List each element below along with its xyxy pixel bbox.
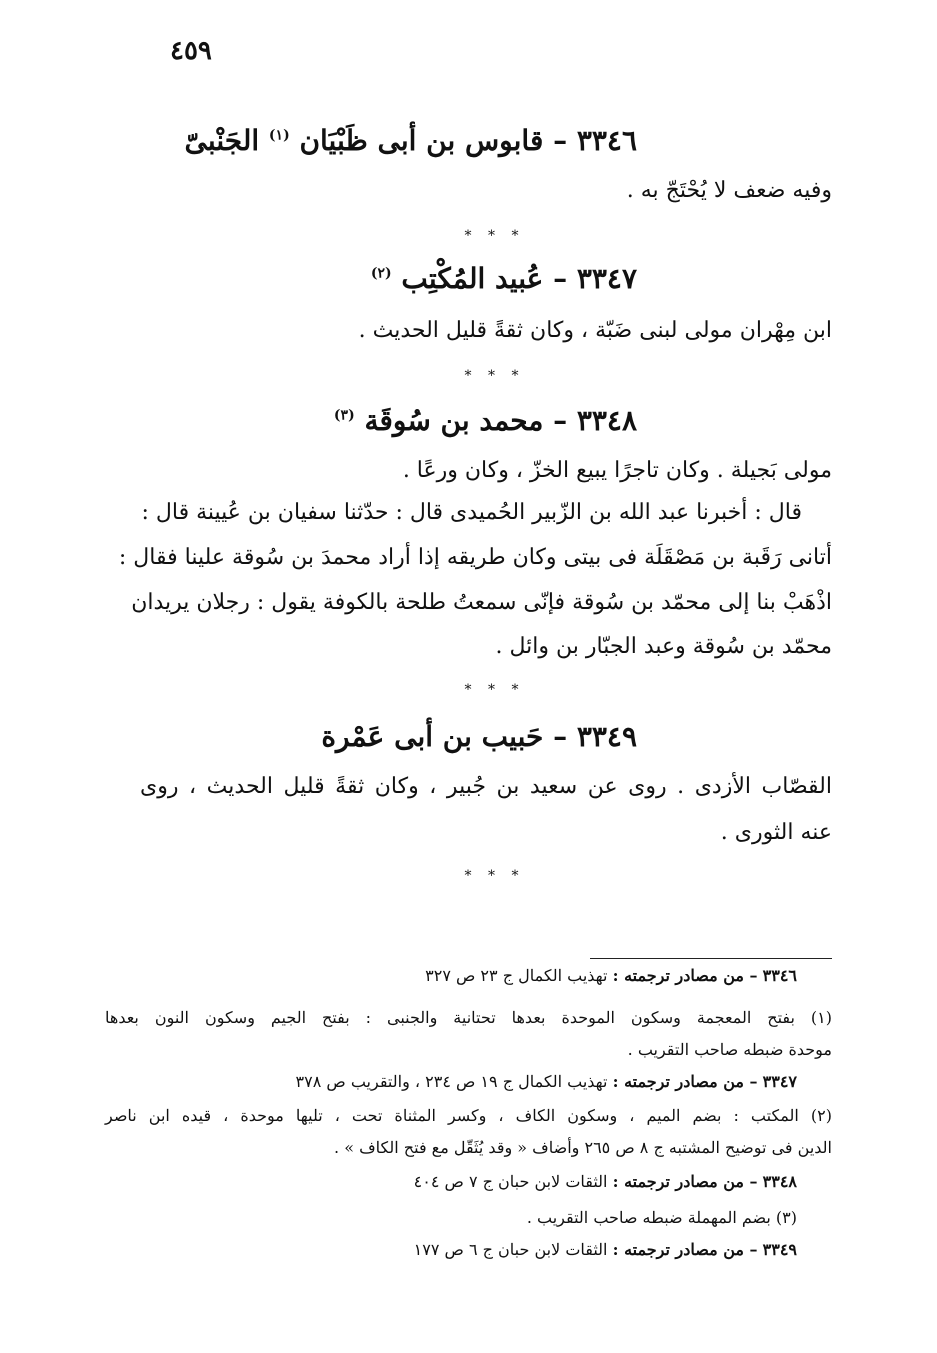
entry-text-line: محمّد بن سُوقة وعبد الجبّار بن وائل . <box>495 634 832 659</box>
section-separator: * * * <box>464 228 525 244</box>
footnote-label: – من مصادر ترجمته : <box>612 1172 758 1191</box>
footnote-entry-number: ٣٣٤٨ <box>762 1172 797 1191</box>
footnote-source-3349 <box>414 1240 797 1259</box>
entry-text-line: ابن مِهْران مولى لبنى ضَبّة ، وكان ثقةً قليل الحديث . <box>358 318 832 343</box>
footnote-note-continued: الدين فى توضيح المشتبه ج ٨ ص ٢٦٥ وأضاف « وقد يُثَقّل مع فتح الكاف » . <box>334 1138 832 1157</box>
section-separator: * * * <box>464 368 525 384</box>
entry-title-text: ٣٣٤٨ – محمد بن سُوقَة <box>364 404 637 437</box>
footnote-source-3347 <box>296 1072 797 1091</box>
entry-title-3349 <box>321 720 637 753</box>
entry-title-tail: الجَنْبىّ <box>184 124 260 157</box>
page-number: ٤٥٩ <box>170 36 212 66</box>
section-separator: * * * <box>464 868 525 884</box>
footnote-marker: (١) <box>268 127 290 144</box>
footnote-entry-number: ٣٣٤٧ <box>762 1072 797 1091</box>
footnote-text: الثقات لابن حبان ج ٧ ص ٤٠٤ <box>413 1172 608 1191</box>
entry-title-3346 <box>185 124 637 157</box>
entry-text-line: عنه الثورى . <box>720 820 832 845</box>
footnote-label: – من مصادر ترجمته : <box>612 1240 758 1259</box>
footnote-note: (٢) المكتب : بضم الميم ، وسكون الكاف ، وكسر المثناة تحت ، تليها موحدة ، قيده ابن ناصر <box>105 1106 832 1125</box>
footnote-note: (١) بفتح المعجمة وسكون الموحدة بعدها تحتانية والجنبى : بفتح الجيم وسكون النون بعدها <box>105 1008 832 1027</box>
footnote-text: الثقات لابن حبان ج ٦ ص ١٧٧ <box>413 1240 608 1259</box>
footnote-entry-number: ٣٣٤٦ <box>762 966 797 985</box>
entry-title-text: ٣٣٤٩ – حَبيب بن أبى عَمْرة <box>321 720 637 753</box>
entry-text-line: مولى بَجيلة . وكان تاجرًا يبيع الخزّ ، وكان ورعًا . <box>402 458 832 483</box>
entry-text-line: أتانى رَقَبة بن مَصْقَلَة فى بيتى وكان طريقه إذا أراد محمدَ بن سُوقة علينا فقال : <box>118 545 832 570</box>
footnote-text: تهذيب الكمال ج ٢٣ ص ٣٢٧ <box>425 966 608 985</box>
footnote-source-3348 <box>414 1172 797 1191</box>
footnote-divider <box>590 958 832 959</box>
entry-title-text: ٣٣٤٧ – عُبيد المُكْتِب <box>401 262 637 295</box>
entry-text-line: اذْهَبْ بنا إلى محمّد بن سُوقة فإنّى سمعتُ طلحة بالكوفة يقول : رجلان يريدان <box>131 590 832 615</box>
entry-text-line: قال : أخبرنا عبد الله بن الزّبير الحُميدى قال : حدّثنا سفيان بن عُيينة قال : <box>141 500 802 525</box>
entry-title-3347 <box>371 262 637 295</box>
footnote-marker: (٢) <box>370 265 392 282</box>
footnote-label: – من مصادر ترجمته : <box>612 1072 758 1091</box>
footnote-marker: (٣) <box>333 407 355 424</box>
footnote-text: تهذيب الكمال ج ١٩ ص ٢٣٤ ، والتقريب ص ٣٧٨ <box>295 1072 608 1091</box>
entry-title-text: ٣٣٤٦ – قابوس بن أبى ظَبْيَان <box>299 124 637 157</box>
footnote-label: – من مصادر ترجمته : <box>612 966 758 985</box>
footnote-note: (٣) بضم المهملة ضبطه صاحب التقريب . <box>526 1208 797 1227</box>
footnote-note-continued: موحدة ضبطه صاحب التقريب . <box>627 1040 832 1059</box>
entry-text-line: القصّاب الأزدى . روى عن سعيد بن جُبير ، وكان ثقةً قليل الحديث ، روى <box>140 774 832 799</box>
section-separator: * * * <box>464 682 525 698</box>
footnote-entry-number: ٣٣٤٩ <box>762 1240 797 1259</box>
footnote-source-3346 <box>425 966 797 985</box>
entry-title-3348 <box>334 404 637 437</box>
entry-text-line: وفيه ضعف لا يُحْتَجّ به . <box>626 178 832 203</box>
